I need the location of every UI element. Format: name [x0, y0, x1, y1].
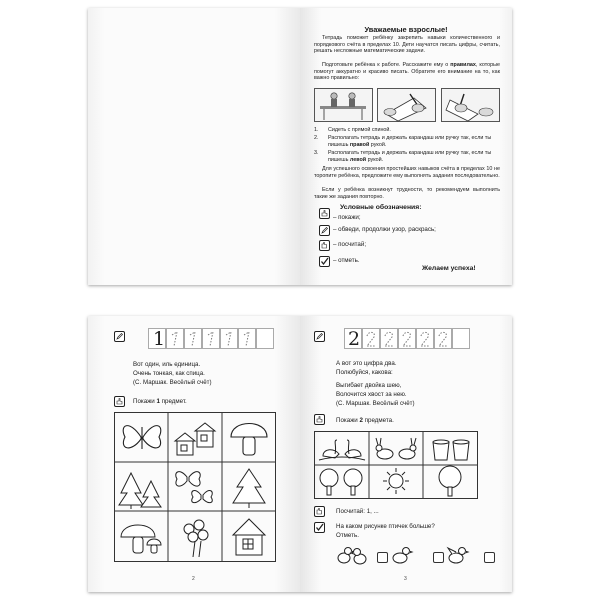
digit-trace-cell [452, 328, 470, 349]
tree-icon [439, 466, 461, 496]
digit-trace-cell [166, 328, 184, 349]
legend-item-mark: – отметь. [333, 257, 360, 264]
digit-trace-cell [380, 328, 398, 349]
answer-checkbox-3[interactable] [484, 552, 495, 563]
rule-2-number: 2. [314, 135, 319, 141]
mushroom-icon [231, 424, 267, 456]
fir-tree-icon [233, 469, 265, 508]
swans-icon [319, 440, 365, 460]
butterflies-icon [176, 472, 213, 503]
digit-trace-cell [184, 328, 202, 349]
digit-trace-cell [256, 328, 274, 349]
intro-paragraph-2: Подготовьте ребёнка к работе. Расскажите ему о правилах, которые помогут аккуратно и красиво писать. Обратите его внимание на то, как важно правильно: [314, 62, 500, 82]
poem-source: (С. Маршак. Весёлый счёт) [336, 400, 415, 407]
legend-item-show: – покажи; [333, 214, 361, 221]
bird-icon [351, 549, 366, 565]
rule-3-text: Располагать тетрадь и держать карандаш или ручку так, если ты пишешь левой рукой. [328, 150, 492, 163]
poem-line-2: Полюбуйся, какова: [336, 369, 393, 376]
wish-text: Желаем успеха! [422, 265, 476, 272]
rabbits-icon [376, 438, 416, 459]
sun-icon [383, 468, 409, 494]
trees-icon [320, 469, 362, 495]
pencil-icon [314, 331, 325, 342]
pencil-icon [319, 225, 330, 236]
digit-trace-cell: 2 [344, 328, 362, 349]
picture-grid-drawing [115, 413, 275, 561]
page-number: 3 [404, 576, 407, 582]
posture-illustrations [314, 88, 500, 122]
buckets-icon [433, 440, 469, 460]
rule-1-number: 1. [314, 127, 319, 133]
top-spread [88, 8, 512, 285]
page-2 [88, 316, 300, 592]
digit-trace-cell [202, 328, 220, 349]
bird-icon [393, 548, 412, 564]
intro-page [300, 8, 512, 285]
birds-illustration [336, 542, 486, 568]
houses-icon [175, 423, 215, 455]
digit-trace-cell: 1 [148, 328, 166, 349]
page-number: 2 [192, 576, 195, 582]
house-icon [233, 519, 265, 555]
pointing-hand-icon [319, 208, 330, 219]
answer-checkbox-2[interactable] [433, 552, 444, 563]
intro-paragraph-4: Если у ребёнка возникнут трудности, то рекомендуем выполнить такие же задания повторно. [314, 187, 500, 200]
poem-line-2: Очень тонкая, как спица. [133, 370, 205, 377]
pencil-icon [114, 331, 125, 342]
bird-icon [448, 548, 468, 564]
bird-icon [338, 548, 354, 564]
intro-paragraph-1: Тетрадь поможет ребёнку закрепить навыки количественного и порядкового счёта в пределах 10. Дети научатся писать цифры, считать, решать несложные математические задачи. [314, 35, 500, 55]
digit-trace-cell [220, 328, 238, 349]
legend-title: Условные обозначения: [340, 204, 422, 211]
rule-2-text: Располагать тетрадь и держать карандаш или ручку так, если ты пишешь правой рукой. [328, 135, 492, 148]
intro-paragraph-3: Для успешного освоения простейших навыков счёта в пределах 10 не торопите ребёнка, предложите ему выполнять задания последовательно. [314, 166, 500, 179]
pointing-hand-icon [114, 396, 125, 407]
fir-trees-icon [119, 473, 161, 509]
question-line-1: На каком рисунке птичек больше? [336, 523, 435, 530]
picture-grid [114, 412, 276, 562]
poem-source: (С. Маршак. Весёлый счёт) [133, 379, 212, 386]
count-prompt: Посчитай: 1, ... [336, 508, 379, 515]
poem-line-1: А вот это цифра два. [336, 360, 397, 367]
poem-line-1: Вот один, иль единица. [133, 361, 201, 368]
digit-trace-cell [434, 328, 452, 349]
task-show-one: Покажи 1 предмет. [133, 398, 187, 405]
checkmark-icon [314, 522, 325, 533]
question-line-2: Отметь. [336, 532, 359, 539]
poem-line-3: Выгибает двойка шею, [336, 382, 402, 389]
legend-item-count: – посчитай; [333, 241, 367, 248]
picture-grid-drawing [315, 432, 477, 498]
butterfly-icon [123, 426, 161, 449]
picture-grid [314, 431, 478, 499]
intro-title: Уважаемые взрослые! [364, 25, 448, 34]
posture-pictures [314, 88, 500, 122]
digit-trace-cell [238, 328, 256, 349]
answer-checkbox-1[interactable] [377, 552, 388, 563]
mushrooms-icon [121, 525, 161, 553]
blank-page [88, 8, 300, 285]
pointing-hand-icon [314, 414, 325, 425]
poem-line-4: Волочится хвост за нею. [336, 391, 407, 398]
page-3 [300, 316, 512, 592]
digit-trace-cell [362, 328, 380, 349]
rule-3-number: 3. [314, 150, 319, 156]
digit-trace-cell [398, 328, 416, 349]
task-show-two: Покажи 2 предмета. [336, 417, 394, 424]
bottom-spread [88, 316, 512, 592]
counting-hand-icon [319, 240, 330, 251]
flowers-icon [184, 520, 208, 557]
checkmark-icon [319, 256, 330, 267]
digit-trace-cell [416, 328, 434, 349]
legend-item-trace: – обведи, продолжи узор, раскрась; [333, 226, 436, 233]
counting-hand-icon [314, 506, 325, 517]
rule-1-text: Сидеть с прямой спиной. [328, 127, 391, 133]
